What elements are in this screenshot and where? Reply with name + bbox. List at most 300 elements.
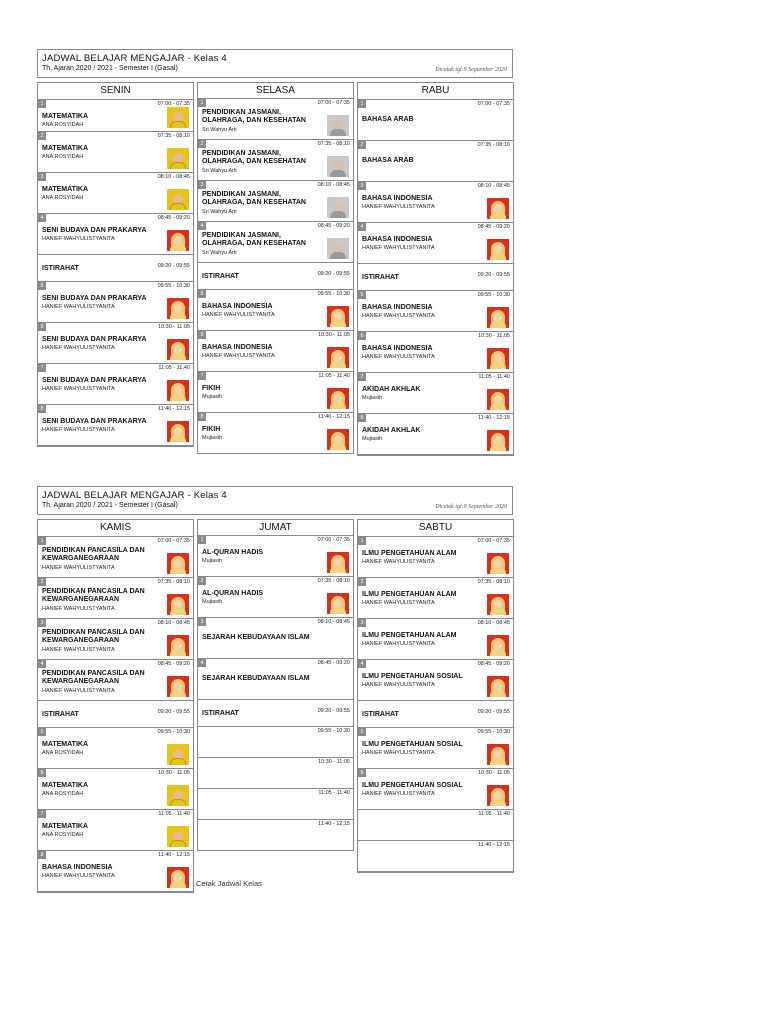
teacher-name: HANIEF WAHYULISTYANITA: [42, 647, 115, 653]
day-name: SELASA: [197, 82, 354, 99]
lesson-cell: [38, 660, 193, 701]
period-time: 10:30 - 11:05: [157, 770, 190, 776]
teacher-photo: [167, 553, 189, 574]
lesson-cell: [197, 618, 354, 659]
printed-date: Dicetak tgl:9 September 2020: [435, 504, 507, 510]
subject-name: SENI BUDAYA DAN PRAKARYA: [42, 377, 147, 384]
lesson-cell: [358, 619, 513, 660]
subject-name: ILMU PENGETAHUAN ALAM: [362, 550, 457, 557]
subject-name: PENDIDIKAN JASMANI, OLAHRAGA, DAN KESEHATAN: [202, 150, 306, 165]
body-shape: [170, 567, 186, 574]
teacher-name: ANA ROSYIDAH: [42, 195, 84, 201]
sheet-title: JADWAL BELAJAR MENGAJAR - Kelas 4: [42, 53, 227, 64]
lesson-cell: [38, 578, 193, 619]
teacher-photo: [167, 676, 189, 697]
period-time: 11:05 - 11:40: [318, 373, 350, 379]
period-time: 11:40 - 12:15: [317, 414, 350, 420]
body-shape: [170, 758, 186, 765]
body-shape: [330, 129, 346, 136]
period-number: 5: [358, 728, 366, 736]
teacher-name: HANIEF WAHYULISTYANITA: [42, 688, 115, 694]
subject-name: BAHASA INDONESIA: [202, 344, 273, 351]
teacher-photo: [327, 347, 349, 368]
period-number: 2: [38, 132, 46, 140]
lesson-cell: [197, 727, 354, 758]
body-shape: [170, 121, 186, 128]
teacher-photo: [167, 298, 189, 319]
body-shape: [490, 321, 506, 328]
subject-name: ILMU PENGETAHUAN ALAM: [362, 591, 457, 598]
period-number: 6: [358, 769, 366, 777]
teacher-photo: [487, 676, 509, 697]
teacher-photo: [487, 635, 509, 656]
teacher-name: Mujiasih: [202, 435, 223, 441]
day-columns: [37, 82, 513, 482]
teacher-name: HANIEF WAHYULISTYANITA: [362, 313, 435, 319]
body-shape: [490, 799, 506, 806]
subject-name: PENDIDIKAN PANCASILA DAN KEWARGANEGARAAN: [42, 629, 145, 644]
subject-name: SENI BUDAYA DAN PRAKARYA: [42, 418, 147, 425]
period-number: 3: [38, 619, 46, 627]
teacher-photo: [327, 156, 349, 177]
period-number: 6: [198, 331, 206, 339]
teacher-name: HANIEF WAHYULISTYANITA: [362, 750, 435, 756]
subject-name: BAHASA ARAB: [362, 157, 414, 164]
body-shape: [330, 252, 346, 259]
teacher-name: ANA ROSYIDAH: [42, 122, 84, 128]
period-time: 09:20 - 09:55: [157, 263, 190, 269]
teacher-photo: [487, 198, 509, 219]
lesson-cell: [197, 820, 354, 851]
subject-name: AKIDAH AKHLAK: [362, 427, 421, 434]
teacher-photo: [167, 594, 189, 615]
schedule-sheet: [37, 486, 513, 919]
period-number: 4: [358, 660, 366, 668]
subject-name: ISTIRAHAT: [362, 274, 399, 281]
teacher-photo: [167, 635, 189, 656]
teacher-photo: [487, 389, 509, 410]
subject-name: ISTIRAHAT: [362, 711, 399, 718]
teacher-photo: [167, 421, 189, 442]
period-time: 11:05 - 11:40: [478, 374, 510, 380]
period-time: 11:40 - 12:15: [477, 842, 510, 848]
period-number: 1: [38, 537, 46, 545]
period-time: 08:10 - 08:45: [317, 619, 350, 625]
lesson-cell: [358, 810, 513, 841]
period-time: 08:10 - 08:45: [157, 174, 190, 180]
subject-name: MATEMATIKA: [42, 145, 89, 152]
subject-name: SENI BUDAYA DAN PRAKARYA: [42, 336, 147, 343]
subject-name: PENDIDIKAN JASMANI, OLAHRAGA, DAN KESEHATAN: [202, 232, 306, 247]
period-number: 7: [38, 810, 46, 818]
period-time: 10:30 - 11:05: [317, 759, 350, 765]
subject-name: ISTIRAHAT: [202, 273, 239, 280]
teacher-name: HANIEF WAHYULISTYANITA: [42, 236, 115, 242]
period-time: 07:00 - 07:35: [317, 100, 350, 106]
lesson-cell: [38, 323, 193, 364]
period-time: 09:55 - 10:30: [317, 291, 350, 297]
teacher-photo: [327, 552, 349, 573]
period-time: 10:30 - 11:05: [317, 332, 350, 338]
subject-name: SEJARAH KEBUDAYAAN ISLAM: [202, 634, 310, 641]
body-shape: [170, 649, 186, 656]
period-time: 07:35 - 08:10: [157, 579, 190, 585]
teacher-name: HANIEF WAHYULISTYANITA: [362, 791, 435, 797]
period-time: 09:55 - 10:30: [477, 729, 510, 735]
lesson-cell: [38, 364, 193, 405]
lesson-cell: [358, 414, 513, 455]
period-number: 7: [198, 372, 206, 380]
body-shape: [170, 394, 186, 401]
day-column: [37, 82, 194, 447]
period-time: 09:20 - 09:55: [157, 709, 190, 715]
period-time: 08:45 - 09:20: [477, 224, 510, 230]
teacher-name: Sri Wahyu Arti: [202, 127, 237, 133]
body-shape: [170, 840, 186, 847]
lesson-cell: [38, 100, 193, 132]
teacher-name: HANIEF WAHYULISTYANITA: [202, 312, 275, 318]
lesson-cell: [197, 372, 354, 413]
lesson-cell: [38, 173, 193, 214]
period-number: 4: [38, 660, 46, 668]
teacher-photo: [487, 430, 509, 451]
body-shape: [170, 690, 186, 697]
subject-name: MATEMATIKA: [42, 186, 89, 193]
subject-name: PENDIDIKAN PANCASILA DAN KEWARGANEGARAAN: [42, 588, 145, 603]
period-time: 08:45 - 09:20: [317, 660, 350, 666]
period-time: 11:40 - 12:15: [157, 852, 190, 858]
day-columns: [37, 519, 513, 919]
lesson-cell: [197, 789, 354, 820]
teacher-photo: [327, 115, 349, 136]
lesson-cell: [197, 181, 354, 222]
teacher-photo: [167, 107, 189, 128]
teacher-photo: [327, 593, 349, 614]
lesson-cell: [197, 222, 354, 263]
period-number: 8: [358, 414, 366, 422]
subject-name: PENDIDIKAN PANCASILA DAN KEWARGANEGARAAN: [42, 670, 145, 685]
teacher-photo: [167, 339, 189, 360]
lesson-cell: [197, 577, 354, 618]
lesson-cell: [38, 214, 193, 255]
subject-name: BAHASA INDONESIA: [362, 236, 433, 243]
day-column: [357, 82, 514, 456]
period-time: 08:10 - 08:45: [157, 620, 190, 626]
teacher-photo: [487, 744, 509, 765]
period-time: 08:10 - 08:45: [317, 182, 350, 188]
subject-name: BAHASA ARAB: [362, 116, 414, 123]
subject-name: ILMU PENGETAHUAN ALAM: [362, 632, 457, 639]
body-shape: [490, 403, 506, 410]
period-time: 07:00 - 07:35: [157, 538, 190, 544]
period-number: 1: [198, 536, 206, 544]
period-number: 6: [358, 332, 366, 340]
period-number: 3: [38, 173, 46, 181]
subject-name: BAHASA INDONESIA: [362, 304, 433, 311]
subject-name: BAHASA INDONESIA: [362, 195, 433, 202]
period-number: 3: [358, 619, 366, 627]
teacher-name: ANA ROSYIDAH: [42, 750, 84, 756]
lesson-cell: [197, 758, 354, 789]
teacher-name: ANA ROSYIDAH: [42, 154, 84, 160]
teacher-photo: [487, 785, 509, 806]
period-time: 09:20 - 09:55: [317, 271, 350, 277]
teacher-photo: [167, 867, 189, 888]
teacher-name: ANA ROSYIDAH: [42, 832, 84, 838]
lesson-cell: [358, 291, 513, 332]
schedule-sheet: [37, 49, 513, 482]
teacher-name: HANIEF WAHYULISTYANITA: [42, 565, 115, 571]
lesson-cell: [197, 659, 354, 700]
teacher-photo: [487, 553, 509, 574]
teacher-photo: [167, 826, 189, 847]
period-time: 07:00 - 07:35: [477, 538, 510, 544]
body-shape: [490, 362, 506, 369]
period-time: 11:40 - 12:15: [477, 415, 510, 421]
body-shape: [330, 320, 346, 327]
period-number: 3: [198, 618, 206, 626]
teacher-name: HANIEF WAHYULISTYANITA: [202, 353, 275, 359]
teacher-name: ANA ROSYIDAH: [42, 791, 84, 797]
day-name: JUMAT: [197, 519, 354, 536]
teacher-photo: [167, 380, 189, 401]
teacher-name: HANIEF WAHYULISTYANITA: [42, 427, 115, 433]
period-number: 1: [358, 537, 366, 545]
subject-name: PENDIDIKAN JASMANI, OLAHRAGA, DAN KESEHATAN: [202, 109, 306, 124]
period-number: 5: [358, 291, 366, 299]
break-cell: [197, 700, 354, 727]
subject-name: MATEMATIKA: [42, 823, 89, 830]
break-cell: [358, 264, 513, 291]
period-time: 10:30 - 11:05: [157, 324, 190, 330]
sheet-subtitle: Th. Ajaran 2020 / 2021 - Semester I (Gasal): [42, 502, 178, 509]
period-time: 08:45 - 09:20: [317, 223, 350, 229]
period-number: 2: [198, 577, 206, 585]
lesson-cell: [38, 405, 193, 446]
period-number: 2: [198, 140, 206, 148]
lesson-cell: [358, 537, 513, 578]
sheet-header: [37, 49, 513, 78]
teacher-photo: [327, 238, 349, 259]
teacher-photo: [487, 348, 509, 369]
day-column: [197, 519, 354, 851]
period-number: 5: [38, 282, 46, 290]
print-schedule-link[interactable]: Cetak Jadwal Kelas: [196, 879, 262, 888]
period-time: 11:40 - 12:15: [317, 821, 350, 827]
period-number: 5: [198, 290, 206, 298]
subject-name: BAHASA INDONESIA: [202, 303, 273, 310]
lesson-cell: [38, 619, 193, 660]
teacher-name: Mujiasih: [202, 558, 223, 564]
teacher-name: HANIEF WAHYULISTYANITA: [362, 559, 435, 565]
period-time: 10:30 - 11:05: [477, 770, 510, 776]
teacher-name: HANIEF WAHYULISTYANITA: [362, 354, 435, 360]
day-name: RABU: [358, 83, 513, 100]
teacher-photo: [327, 429, 349, 450]
teacher-photo: [167, 744, 189, 765]
printed-date: Dicetak tgl:9 September 2020: [435, 67, 507, 73]
body-shape: [330, 361, 346, 368]
lesson-cell: [358, 578, 513, 619]
teacher-photo: [167, 189, 189, 210]
period-number: 8: [38, 405, 46, 413]
body-shape: [490, 758, 506, 765]
body-shape: [170, 799, 186, 806]
body-shape: [490, 444, 506, 451]
period-number: 7: [358, 373, 366, 381]
period-time: 09:55 - 10:30: [317, 728, 350, 734]
lesson-cell: [197, 536, 354, 577]
sheet-title: JADWAL BELAJAR MENGAJAR - Kelas 4: [42, 490, 227, 501]
day-name: SABTU: [358, 520, 513, 537]
subject-name: PENDIDIKAN PANCASILA DAN KEWARGANEGARAAN: [42, 547, 145, 562]
day-column: [37, 519, 194, 893]
body-shape: [170, 435, 186, 442]
lesson-cell: [358, 660, 513, 701]
teacher-name: HANIEF WAHYULISTYANITA: [42, 873, 115, 879]
period-time: 11:05 - 11:40: [158, 365, 190, 371]
period-number: 7: [38, 364, 46, 372]
teacher-photo: [327, 306, 349, 327]
period-number: 4: [358, 223, 366, 231]
period-time: 07:35 - 08:10: [317, 141, 350, 147]
subject-name: AL-QURAN HADIS: [202, 590, 264, 597]
period-time: 11:05 - 11:40: [478, 811, 510, 817]
lesson-cell: [38, 851, 193, 892]
period-number: 2: [38, 578, 46, 586]
lesson-cell: [197, 290, 354, 331]
subject-name: MATEMATIKA: [42, 113, 89, 120]
subject-name: ISTIRAHAT: [42, 711, 79, 718]
lesson-cell: [358, 182, 513, 223]
teacher-photo: [487, 307, 509, 328]
period-number: 8: [198, 413, 206, 421]
period-time: 11:40 - 12:15: [157, 406, 190, 412]
lesson-cell: [38, 728, 193, 769]
break-cell: [358, 701, 513, 728]
body-shape: [490, 690, 506, 697]
period-number: 6: [38, 323, 46, 331]
period-time: 08:10 - 08:45: [477, 183, 510, 189]
teacher-name: HANIEF WAHYULISTYANITA: [42, 345, 115, 351]
period-time: 09:55 - 10:30: [157, 729, 190, 735]
body-shape: [330, 211, 346, 218]
subject-name: ISTIRAHAT: [42, 265, 79, 272]
lesson-cell: [38, 537, 193, 578]
lesson-cell: [38, 132, 193, 173]
body-shape: [330, 402, 346, 409]
teacher-name: HANIEF WAHYULISTYANITA: [42, 304, 115, 310]
body-shape: [490, 567, 506, 574]
period-time: 09:55 - 10:30: [157, 283, 190, 289]
day-name: SENIN: [38, 83, 193, 100]
sheet-header: [37, 486, 513, 515]
teacher-name: Sri Wahyu Arti: [202, 209, 237, 215]
subject-name: MATEMATIKA: [42, 741, 89, 748]
period-number: 3: [198, 181, 206, 189]
period-time: 11:05 - 11:40: [158, 811, 190, 817]
period-number: 4: [198, 222, 206, 230]
period-number: 1: [198, 99, 206, 107]
lesson-cell: [38, 810, 193, 851]
teacher-name: Mujiasih: [362, 395, 383, 401]
teacher-name: Mujiasih: [202, 394, 223, 400]
teacher-photo: [167, 785, 189, 806]
subject-name: BAHASA INDONESIA: [42, 864, 113, 871]
period-time: 09:20 - 09:55: [477, 272, 510, 278]
period-time: 07:35 - 08:10: [477, 142, 510, 148]
subject-name: FIKIH: [202, 385, 221, 392]
teacher-name: HANIEF WAHYULISTYANITA: [362, 245, 435, 251]
body-shape: [330, 607, 346, 614]
lesson-cell: [358, 100, 513, 141]
period-time: 07:00 - 07:35: [317, 537, 350, 543]
lesson-cell: [38, 769, 193, 810]
body-shape: [490, 253, 506, 260]
period-time: 11:05 - 11:40: [318, 790, 350, 796]
period-number: 5: [38, 728, 46, 736]
subject-name: ISTIRAHAT: [202, 710, 239, 717]
period-number: 1: [38, 100, 46, 108]
body-shape: [170, 353, 186, 360]
lesson-cell: [358, 141, 513, 182]
period-number: 2: [358, 578, 366, 586]
period-time: 08:10 - 08:45: [477, 620, 510, 626]
lesson-cell: [197, 331, 354, 372]
day-name: KAMIS: [38, 520, 193, 537]
lesson-cell: [358, 728, 513, 769]
body-shape: [330, 443, 346, 450]
teacher-name: Sri Wahyu Arti: [202, 168, 237, 174]
subject-name: SEJARAH KEBUDAYAAN ISLAM: [202, 675, 310, 682]
subject-name: AKIDAH AKHLAK: [362, 386, 421, 393]
period-time: 10:30 - 11:05: [477, 333, 510, 339]
subject-name: SENI BUDAYA DAN PRAKARYA: [42, 227, 147, 234]
body-shape: [170, 203, 186, 210]
subject-name: BAHASA INDONESIA: [362, 345, 433, 352]
body-shape: [170, 312, 186, 319]
period-time: 07:35 - 08:10: [477, 579, 510, 585]
teacher-name: Sri Wahyu Arti: [202, 250, 237, 256]
body-shape: [330, 170, 346, 177]
subject-name: ILMU PENGETAHUAN SOSIAL: [362, 741, 463, 748]
subject-name: ILMU PENGETAHUAN SOSIAL: [362, 673, 463, 680]
lesson-cell: [358, 332, 513, 373]
body-shape: [170, 881, 186, 888]
teacher-photo: [487, 239, 509, 260]
period-time: 07:35 - 08:10: [317, 578, 350, 584]
lesson-cell: [38, 282, 193, 323]
teacher-photo: [327, 197, 349, 218]
period-number: 2: [358, 141, 366, 149]
lesson-cell: [358, 769, 513, 810]
teacher-name: HANIEF WAHYULISTYANITA: [362, 641, 435, 647]
teacher-name: Mujiasih: [202, 599, 223, 605]
period-time: 08:45 - 09:20: [477, 661, 510, 667]
lesson-cell: [197, 140, 354, 181]
period-number: 3: [358, 182, 366, 190]
subject-name: ILMU PENGETAHUAN SOSIAL: [362, 782, 463, 789]
lesson-cell: [358, 841, 513, 872]
period-number: 4: [198, 659, 206, 667]
lesson-cell: [197, 413, 354, 454]
period-time: 07:00 - 07:35: [477, 101, 510, 107]
break-cell: [197, 263, 354, 290]
day-column: [197, 82, 354, 454]
period-time: 07:00 - 07:35: [157, 101, 190, 107]
body-shape: [170, 244, 186, 251]
break-cell: [38, 701, 193, 728]
